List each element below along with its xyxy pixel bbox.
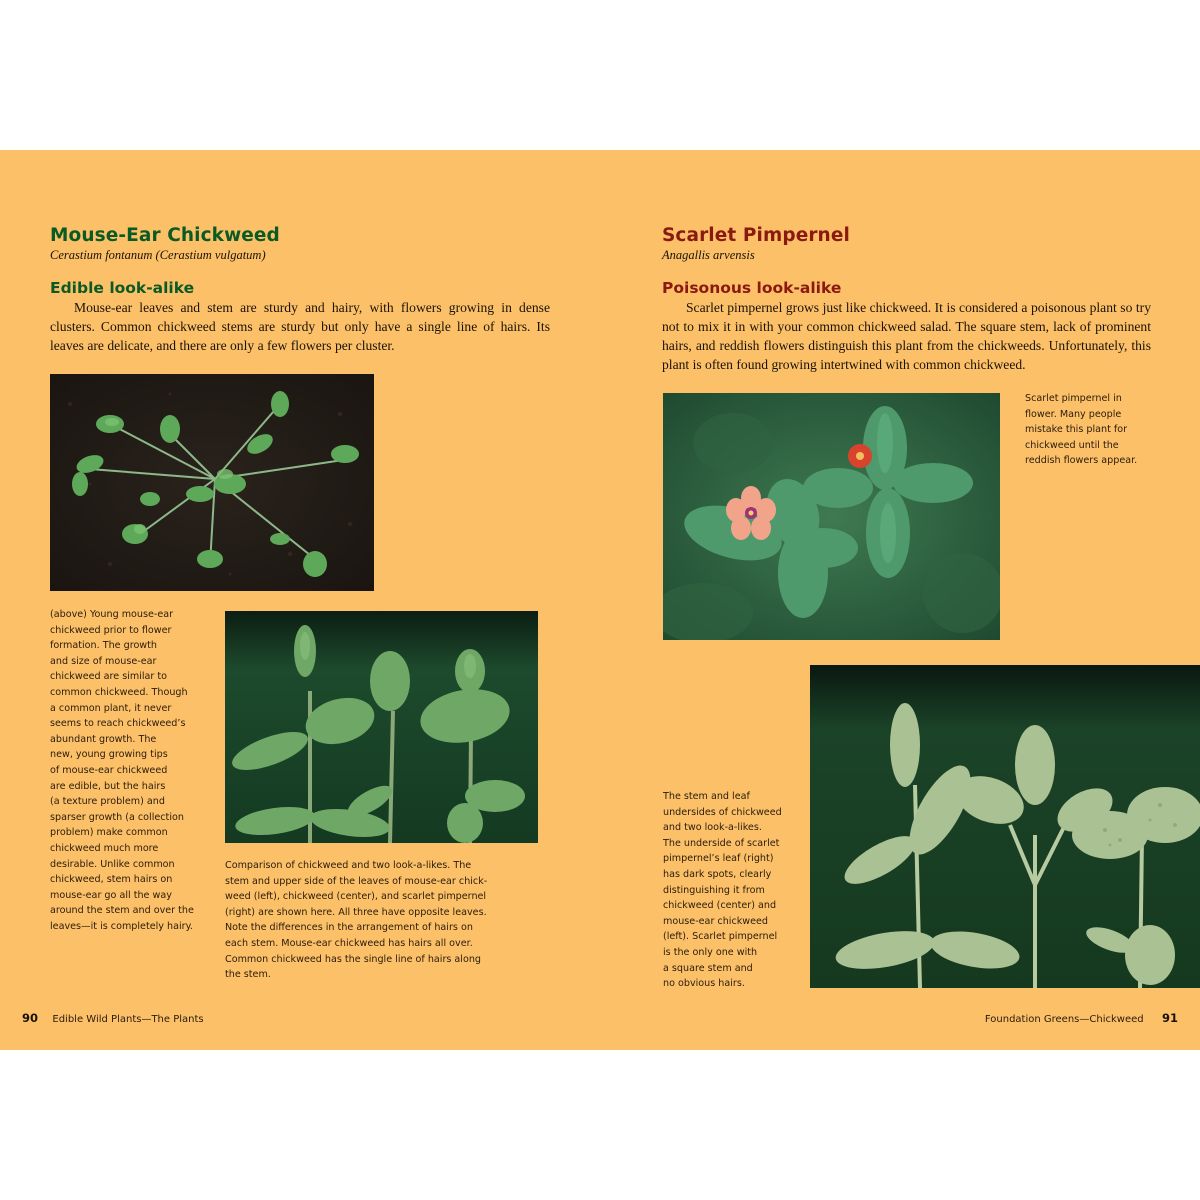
caption-line: common chickweed. Though: [50, 686, 188, 698]
left-subhead: Edible look-alike: [50, 279, 195, 297]
caption-line: The stem and leaf: [663, 791, 750, 802]
caption-line: and size of mouse-ear: [50, 655, 157, 667]
caption-line: problem) make common: [50, 827, 168, 839]
caption-line: sparser growth (a collection: [50, 811, 184, 823]
caption-line: distinguishing it from: [663, 884, 765, 896]
caption-line: Note the differences in the arrangement of hairs on: [225, 922, 473, 934]
right-page-header: [662, 225, 1151, 374]
caption-line: chickweed until the: [1025, 439, 1119, 451]
plant-photo-image: [810, 665, 1200, 988]
caption-line: each stem. Mouse-ear chickweed has hairs all over.: [225, 937, 473, 949]
caption-line: The underside of scarlet: [663, 837, 780, 849]
right-latin-name: Anagallis arvensis: [662, 248, 755, 262]
caption-line: of mouse-ear chickweed: [50, 764, 168, 776]
comparison-underside-photo: [810, 665, 1200, 988]
caption-line: has dark spots, clearly: [663, 868, 772, 880]
comparison-upper-photo: [225, 611, 538, 843]
right-page-number: 91: [1161, 1011, 1178, 1025]
caption-line: and two look-a-likes.: [663, 822, 762, 834]
plant-photo-image: [663, 393, 1000, 640]
caption-line: mouse-ear chickweed: [663, 915, 769, 927]
caption-line: stem and upper side of the leaves of mouse-ear chick-: [225, 875, 488, 887]
right-body-text: Scarlet pimpernel grows just like chickweed. It is considered a poisonous plant so try not to mix it in with your common chickweed salad. The square stem, lack of prominent hairs, and reddish flowers distinguish this plant from the chickweeds. Unfortunately, this plant is often found growing intertwined with common chickweed.: [662, 300, 1151, 372]
right-subhead: Poisonous look-alike: [662, 279, 842, 297]
caption-line: chickweed, stem hairs on: [50, 874, 173, 886]
caption-line: is the only one with: [663, 946, 758, 958]
caption-line: mouse-ear go all the way: [50, 889, 172, 901]
caption-line: new, young growing tips: [50, 749, 168, 761]
caption-line: (left). Scarlet pimpernel: [663, 931, 778, 943]
scarlet-pimpernel-flower-caption: [1025, 391, 1185, 469]
scarlet-pimpernel-flower-photo: [663, 393, 1000, 640]
caption-line: chickweed much more: [50, 842, 159, 854]
caption-line: a square stem and: [663, 962, 753, 974]
caption-line: reddish flowers appear.: [1025, 455, 1138, 467]
caption-line: Comparison of chickweed and two look-a-likes. The: [225, 860, 472, 871]
left-page-footer: [22, 1011, 204, 1025]
caption-line: around the stem and over the: [50, 905, 194, 917]
caption-line: chickweed (center) and: [663, 900, 777, 912]
caption-line: Scarlet pimpernel in: [1025, 393, 1122, 404]
caption-line: undersides of chickweed: [663, 806, 782, 818]
caption-line: weed (left), chickweed (center), and scarlet pimpernel: [225, 891, 487, 903]
mouse-ear-soil-photo: [50, 374, 374, 591]
caption-line: (above) Young mouse-ear: [50, 609, 174, 620]
caption-line: seems to reach chickweed’s: [50, 718, 186, 730]
caption-line: chickweed prior to flower: [50, 624, 172, 636]
caption-line: (right) are shown here. All three have opposite leaves.: [225, 906, 487, 918]
caption-line: formation. The growth: [50, 640, 157, 652]
caption-line: desirable. Unlike common: [50, 858, 175, 870]
book-spread: [0, 150, 1200, 1050]
caption-line: abundant growth. The: [50, 733, 157, 745]
plant-photo-image: [50, 374, 374, 591]
mouse-ear-caption: [50, 607, 220, 934]
caption-line: Common chickweed has the single line of hairs along: [225, 953, 482, 965]
caption-line: flower. Many people: [1025, 408, 1122, 420]
caption-line: chickweed are similar to: [50, 671, 168, 683]
caption-line: (a texture problem) and: [50, 796, 165, 808]
caption-line: mistake this plant for: [1025, 424, 1128, 436]
left-page-header: [50, 225, 550, 355]
left-latin-name: Cerastium fontanum (Cerastium vulgatum): [50, 248, 266, 262]
caption-line: are edible, but the hairs: [50, 780, 166, 792]
caption-line: pimpernel’s leaf (right): [663, 853, 774, 865]
caption-line: no obvious hairs.: [663, 978, 745, 990]
caption-line: a common plant, it never: [50, 702, 172, 714]
comparison-underside-caption: [663, 789, 813, 992]
caption-line: the stem.: [225, 969, 271, 981]
comparison-upper-caption: [225, 858, 545, 983]
left-page-title: Mouse-Ear Chickweed: [50, 225, 280, 246]
caption-line: leaves—it is completely hairy.: [50, 920, 193, 932]
right-page-title: Scarlet Pimpernel: [662, 225, 850, 246]
left-running-head: Edible Wild Plants—The Plants: [52, 1014, 204, 1025]
left-body-text: Mouse-ear leaves and stem are sturdy and hairy, with flowers growing in dense clusters. Common chickweed stems are sturdy but only have a single line of hairs. Its leaves are delicate, and there are only a few flowers per cluster.: [50, 300, 550, 353]
left-page-number: 90: [22, 1011, 39, 1025]
right-page-footer: [985, 1011, 1178, 1025]
plant-photo-image: [225, 611, 538, 843]
right-running-head: Foundation Greens—Chickweed: [984, 1014, 1144, 1025]
